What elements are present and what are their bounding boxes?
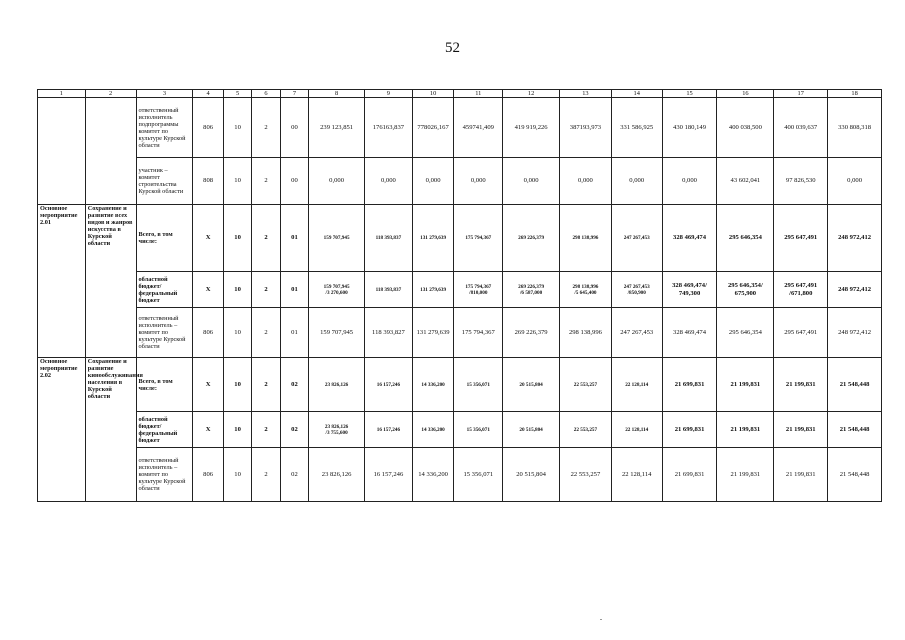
event-title: Сохранение и развитие всех видов и жанров искусства в Курской области (85, 205, 136, 358)
row-label: областной бюджет/ федеральный бюджет (136, 412, 193, 448)
event-title: Сохранение и развитие кинообслуживания населения в Курской области (85, 358, 136, 502)
value-cell: 247 267,453 (611, 205, 662, 272)
column-number: 11 (454, 90, 503, 98)
federal-value: /810,000 (469, 289, 488, 296)
value-cell: 22 128,114 (611, 412, 662, 448)
table-row (38, 448, 882, 502)
event-code: 00 (280, 158, 308, 205)
value-cell: 387193,973 (560, 98, 612, 158)
regional-value: 23 826,126 (324, 423, 349, 430)
event-name: Основное мероприятие 2.02 (38, 358, 86, 502)
table-row (38, 358, 882, 412)
column-number: 18 (828, 90, 882, 98)
column-number: 12 (503, 90, 560, 98)
value-cell: 21 199,831 (774, 412, 828, 448)
value-cell: 295 647,491 (774, 308, 828, 358)
section-code: 10 (223, 448, 251, 502)
value-cell (774, 272, 828, 308)
value-cell: 330 808,318 (828, 98, 882, 158)
column-number: 5 (223, 90, 251, 98)
value-cell: 295 647,491 (774, 205, 828, 272)
column-number: 15 (662, 90, 717, 98)
value-cell: 21 199,831 (774, 358, 828, 412)
value-cell: 118 393,837 (365, 205, 413, 272)
column-number: 4 (193, 90, 223, 98)
federal-value: 675,900 (734, 289, 757, 297)
value-cell: 15 356,071 (454, 412, 503, 448)
grbs-code: X (193, 412, 223, 448)
value-cell (309, 412, 365, 448)
value-cell: 16 157,246 (365, 448, 413, 502)
event-code: 00 (280, 98, 308, 158)
value-cell (717, 272, 774, 308)
value-cell: 430 180,149 (662, 98, 717, 158)
section-code: 10 (223, 358, 251, 412)
federal-value: /5 645,400 (574, 289, 597, 296)
regional-value: 295 647,491 (784, 282, 818, 290)
grbs-code: 806 (193, 98, 223, 158)
table-row (38, 412, 882, 448)
column-number: 10 (412, 90, 454, 98)
column-number-row (38, 90, 882, 98)
regional-value: 159 707,945 (323, 283, 350, 290)
value-cell: 21 548,448 (828, 448, 882, 502)
table-row (38, 272, 882, 308)
row-label: ответственный исполнитель – комитет по культуре Курской области (136, 308, 193, 358)
table-row (38, 98, 882, 158)
value-cell: 21 699,831 (662, 448, 717, 502)
value-cell: 0,000 (365, 158, 413, 205)
section-code: 10 (223, 412, 251, 448)
value-cell: 248 972,412 (828, 272, 882, 308)
value-cell: 0,000 (503, 158, 560, 205)
value-cell: 118 393,837 (365, 272, 413, 308)
page-number: 52 (445, 40, 460, 56)
event-code: 02 (280, 358, 308, 412)
value-cell: 175 794,367 (454, 205, 503, 272)
value-cell: 778026,167 (412, 98, 454, 158)
federal-value: /3 270,600 (325, 289, 348, 296)
value-cell: 176163,837 (365, 98, 413, 158)
subprogram-code: 2 (252, 448, 280, 502)
grbs-code: 808 (193, 158, 223, 205)
value-cell: 21 199,831 (774, 448, 828, 502)
column-number: 9 (365, 90, 413, 98)
event-name-cell (38, 98, 86, 205)
federal-value: /671,800 (789, 289, 813, 297)
value-cell: 23 826,126 (309, 358, 365, 412)
regional-value: 247 267,453 (623, 283, 650, 290)
value-cell: 43 602,041 (717, 158, 774, 205)
section-code: 10 (223, 308, 251, 358)
table-row (38, 205, 882, 272)
value-cell: 295 646,354 (717, 308, 774, 358)
row-label: Всего, в том числе: (136, 205, 193, 272)
value-cell: 0,000 (309, 158, 365, 205)
subprogram-code: 2 (252, 205, 280, 272)
subprogram-code: 2 (252, 308, 280, 358)
value-cell: 131 279,639 (412, 205, 454, 272)
value-cell: 459741,409 (454, 98, 503, 158)
value-cell: 400 039,637 (774, 98, 828, 158)
value-cell: 159 707,945 (309, 205, 365, 272)
regional-value: 328 469,474/ (672, 282, 707, 290)
value-cell: 131 279,639 (412, 308, 454, 358)
column-number: 7 (280, 90, 308, 98)
value-cell (503, 272, 560, 308)
event-code: 01 (280, 205, 308, 272)
row-label: Всего, в том числе: (136, 358, 193, 412)
value-cell (611, 272, 662, 308)
section-code: 10 (223, 98, 251, 158)
column-number: 14 (611, 90, 662, 98)
subprogram-code: 2 (252, 98, 280, 158)
federal-value: 749,300 (678, 289, 701, 297)
value-cell: 0,000 (611, 158, 662, 205)
value-cell: 247 267,453 (611, 308, 662, 358)
section-code: 10 (223, 158, 251, 205)
value-cell: 131 279,639 (412, 272, 454, 308)
row-label: ответственный исполнитель – комитет по культуре Курской области (136, 448, 193, 502)
column-number: 2 (85, 90, 136, 98)
value-cell: 21 199,831 (717, 448, 774, 502)
grbs-code: X (193, 205, 223, 272)
value-cell: 14 336,200 (412, 412, 454, 448)
value-cell: 20 515,804 (503, 448, 560, 502)
event-name: Основное мероприятие 2.01 (38, 205, 86, 358)
value-cell: 295 646,354 (717, 205, 774, 272)
value-cell: 20 515,804 (503, 358, 560, 412)
value-cell: 0,000 (412, 158, 454, 205)
section-code: 10 (223, 272, 251, 308)
column-number: 8 (309, 90, 365, 98)
federal-value: /6 587,000 (519, 289, 543, 296)
column-number: 3 (136, 90, 193, 98)
value-cell: 21 699,831 (662, 412, 717, 448)
grbs-code: X (193, 272, 223, 308)
grbs-code: 806 (193, 308, 223, 358)
value-cell: 269 226,379 (503, 308, 560, 358)
value-cell: 20 515,804 (503, 412, 560, 448)
value-cell (560, 272, 612, 308)
event-code: 02 (280, 412, 308, 448)
value-cell: 22 553,257 (560, 412, 612, 448)
event-code: 02 (280, 448, 308, 502)
value-cell: 239 123,851 (309, 98, 365, 158)
value-cell: 21 699,831 (662, 358, 717, 412)
value-cell: 248 972,412 (828, 205, 882, 272)
value-cell: 248 972,412 (828, 308, 882, 358)
value-cell (454, 272, 503, 308)
row-label: областной бюджет/ федеральный бюджет (136, 272, 193, 308)
value-cell: 0,000 (828, 158, 882, 205)
value-cell: 0,000 (560, 158, 612, 205)
value-cell: 22 553,257 (560, 448, 612, 502)
section-code: 10 (223, 205, 251, 272)
subprogram-code: 2 (252, 272, 280, 308)
subprogram-code: 2 (252, 158, 280, 205)
value-cell (662, 272, 717, 308)
value-cell: 175 794,367 (454, 308, 503, 358)
value-cell: 15 356,071 (454, 358, 503, 412)
grbs-code: 806 (193, 448, 223, 502)
row-label: участник – комитет строительства Курской области (136, 158, 193, 205)
value-cell: 14 336,200 (412, 358, 454, 412)
value-cell: 400 038,500 (717, 98, 774, 158)
value-cell: 97 826,530 (774, 158, 828, 205)
value-cell: 0,000 (454, 158, 503, 205)
value-cell: 21 199,831 (717, 358, 774, 412)
subprogram-code: 2 (252, 412, 280, 448)
value-cell: 328 469,474 (662, 308, 717, 358)
regional-value: 269 226,379 (518, 283, 545, 290)
column-number: 6 (252, 90, 280, 98)
column-number: 13 (560, 90, 612, 98)
value-cell: 269 226,379 (503, 205, 560, 272)
value-cell: 22 128,114 (611, 448, 662, 502)
value-cell: 15 356,071 (454, 448, 503, 502)
subprogram-code: 2 (252, 358, 280, 412)
value-cell: 298 138,996 (560, 308, 612, 358)
value-cell: 21 548,448 (828, 358, 882, 412)
value-cell: 328 469,474 (662, 205, 717, 272)
regional-value: 175 794,367 (465, 283, 492, 290)
budget-table (37, 89, 882, 502)
value-cell: 21 548,448 (828, 412, 882, 448)
value-cell: 16 157,246 (365, 358, 413, 412)
federal-value: /850,900 (627, 289, 646, 296)
event-code: 01 (280, 272, 308, 308)
value-cell: 21 199,831 (717, 412, 774, 448)
value-cell: 14 336,200 (412, 448, 454, 502)
value-cell: 0,000 (662, 158, 717, 205)
value-cell (309, 272, 365, 308)
table-row (38, 158, 882, 205)
value-cell: 298 138,996 (560, 205, 612, 272)
regional-value: 295 646,354/ (727, 282, 763, 290)
row-label: ответственный исполнитель подпрограммы комитет по культуре Курской области (136, 98, 193, 158)
value-cell: 331 586,925 (611, 98, 662, 158)
scan-speck (600, 619, 602, 620)
table-row (38, 308, 882, 358)
grbs-code: X (193, 358, 223, 412)
federal-value: /3 755,600 (325, 429, 348, 436)
event-code: 01 (280, 308, 308, 358)
value-cell: 118 393,827 (365, 308, 413, 358)
value-cell: 419 919,226 (503, 98, 560, 158)
value-cell: 22 553,257 (560, 358, 612, 412)
value-cell: 159 707,945 (309, 308, 365, 358)
value-cell: 16 157,246 (365, 412, 413, 448)
regional-value: 298 138,996 (572, 283, 599, 290)
event-title-cell (85, 98, 136, 205)
column-number: 1 (38, 90, 86, 98)
value-cell: 22 128,114 (611, 358, 662, 412)
column-number: 17 (774, 90, 828, 98)
column-number: 16 (717, 90, 774, 98)
value-cell: 23 826,126 (309, 448, 365, 502)
